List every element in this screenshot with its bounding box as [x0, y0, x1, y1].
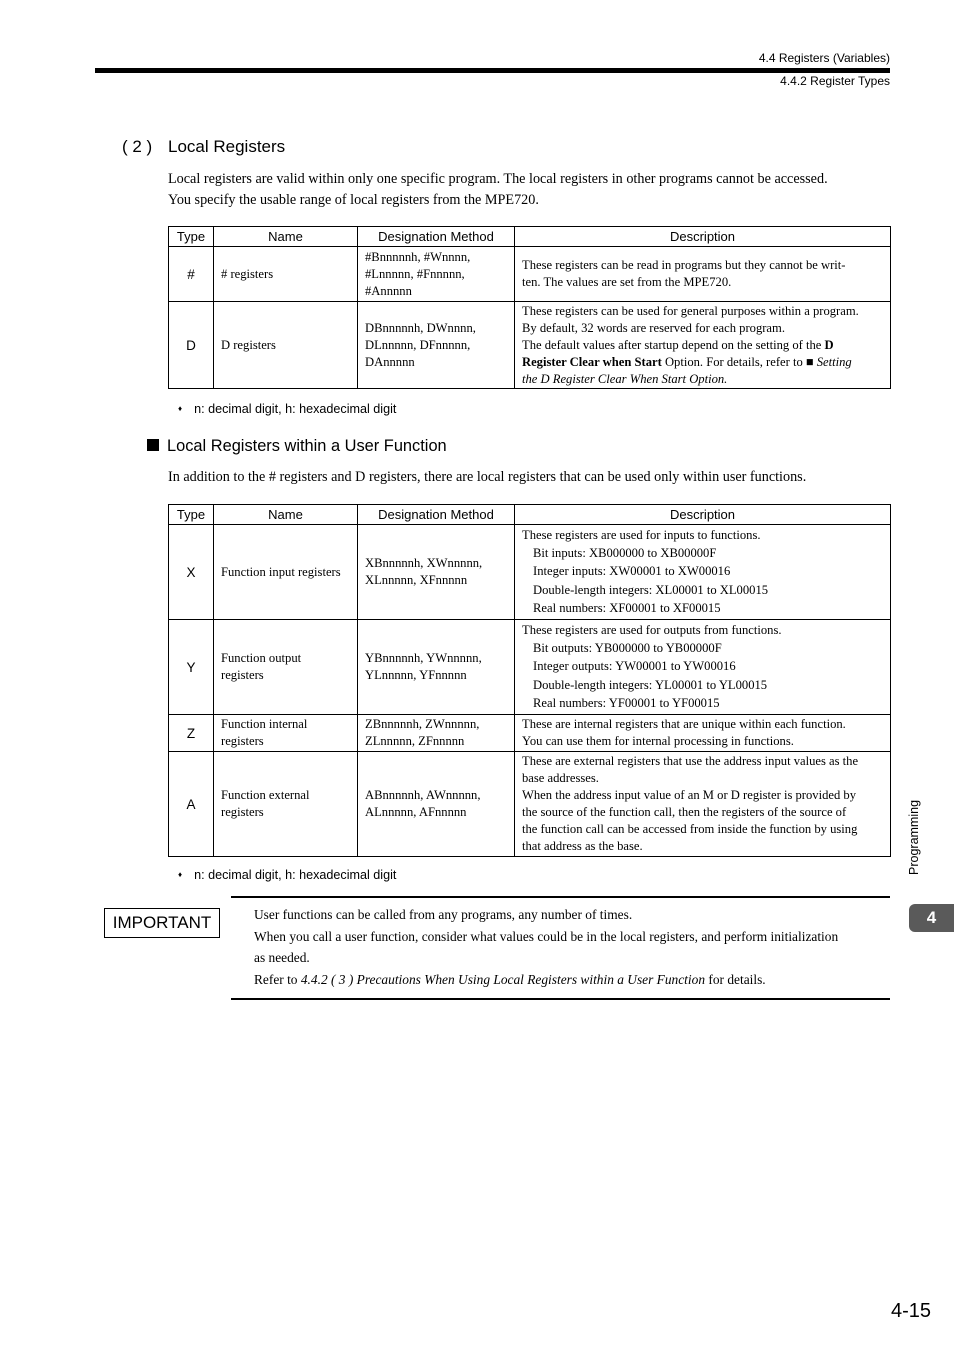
description-item: Double-length integers: YL00001 to YL00015 [533, 677, 768, 692]
header-rule [95, 68, 890, 73]
important-text-part: Refer to [254, 972, 298, 987]
table-row [169, 620, 891, 715]
col-header-designation: Designation Method [358, 227, 515, 247]
name-line: Function external [221, 788, 310, 802]
col-header-type: Type [169, 505, 214, 525]
description-line: When the address input value of an M or D register is provided by [522, 788, 856, 802]
important-line: User functions can be called from any programs, any number of times. [254, 907, 633, 922]
description-line [522, 354, 883, 371]
square-bullet-icon: ■ [805, 354, 814, 369]
description-line: ten. The values are set from the MPE720. [522, 275, 732, 289]
designation-cell [358, 525, 515, 620]
description-cell [515, 525, 891, 620]
local-registers-table [168, 226, 891, 389]
description-cell [515, 715, 891, 752]
name-line: Function output [221, 651, 302, 665]
description-cell [515, 247, 891, 302]
name-line: Function internal [221, 717, 308, 731]
table-header-row [169, 505, 891, 525]
designation-cell [358, 620, 515, 715]
designation-cell [358, 715, 515, 752]
diamond-bullet-icon: ♦ [178, 870, 183, 879]
important-text [254, 904, 890, 991]
description-text: Option. For details, refer to [664, 354, 803, 369]
important-text-part: as needed. [254, 950, 310, 965]
description-line: These registers can be read in programs but they cannot be writ- [522, 258, 846, 272]
description-item: Bit outputs: YB000000 to YB00000F [533, 640, 722, 655]
important-line [254, 926, 890, 968]
chapter-tab[interactable]: 4 [909, 904, 954, 932]
type-cell: X [169, 525, 214, 620]
table-header-row [169, 227, 891, 247]
important-label: IMPORTANT [104, 908, 220, 938]
important-rule-top [231, 896, 890, 898]
description-line: These registers can be used for general purposes within a program. [522, 303, 859, 318]
chapter-side-label-text: Programming [907, 799, 921, 875]
important-rule-bottom [231, 998, 890, 1000]
designation-line: DBnnnnnh, DWnnnn, [365, 320, 476, 335]
cross-reference-link[interactable]: the D Register Clear When Start Option. [522, 371, 728, 386]
description-item: Integer outputs: YW00001 to YW00016 [533, 659, 736, 674]
name-line: registers [221, 734, 264, 748]
designation-line: DLnnnnn, DFnnnnn, [365, 337, 471, 352]
table-row [169, 715, 891, 752]
chapter-side-label [907, 795, 931, 881]
description-line [522, 337, 883, 354]
description-text: The default values after startup depend on the setting of the [522, 337, 822, 352]
table-row [169, 525, 891, 620]
name-cell [214, 525, 358, 620]
intro-paragraph [168, 169, 890, 211]
name-cell [214, 752, 358, 857]
note-text: n: decimal digit, h: hexadecimal digit [194, 402, 397, 416]
section-title [122, 137, 285, 157]
description-line [522, 371, 883, 388]
description-cell [515, 302, 891, 389]
col-header-type: Type [169, 227, 214, 247]
description-line: the function call can be accessed from inside the function by using [522, 822, 858, 836]
designation-line: #Lnnnnn, #Fnnnnn, [365, 266, 465, 281]
designation-cell [358, 247, 515, 302]
running-header-subsection: 4.4.2 Register Types [780, 74, 890, 88]
square-bullet-icon [147, 439, 159, 451]
designation-line: DAnnnnn [365, 354, 415, 369]
name-cell: D registers [214, 302, 358, 389]
description-line: These are internal registers that are unique within each function. [522, 717, 846, 731]
description-bold-text: D [824, 337, 834, 352]
col-header-description: Description [515, 505, 891, 525]
name-line: Function input registers [221, 564, 341, 579]
diamond-bullet-icon: ♦ [178, 404, 183, 413]
user-function-registers-table [168, 504, 891, 857]
subsection-title-text: Local Registers within a User Function [167, 437, 447, 455]
table-note [178, 868, 396, 882]
cross-reference-link[interactable]: Setting [816, 354, 852, 369]
description-line: the source of the function call, then the registers of the source of [522, 805, 847, 819]
type-cell: # [169, 247, 214, 302]
description-line: You can use them for internal processing in functions. [522, 734, 794, 748]
description-cell [515, 752, 891, 857]
designation-line: ALnnnnn, AFnnnnn [365, 805, 467, 819]
type-cell: Y [169, 620, 214, 715]
designation-line: XLnnnnn, XFnnnnn [365, 573, 468, 587]
type-cell: D [169, 302, 214, 389]
name-line: registers [221, 668, 264, 682]
description-line: These registers are used for inputs to functions. [522, 527, 761, 542]
description-line: These are external registers that use the address input values as the [522, 754, 859, 768]
designation-cell [358, 752, 515, 857]
subsection-title [147, 437, 447, 456]
cross-reference-link[interactable]: 4.4.2 ( 3 ) Precautions When Using Local Registers within a User Function [300, 972, 706, 987]
col-header-description: Description [515, 227, 891, 247]
description-item: Double-length integers: XL00001 to XL00015 [533, 582, 769, 597]
type-cell: Z [169, 715, 214, 752]
designation-line: ZBnnnnnh, ZWnnnnn, [365, 717, 480, 731]
important-text-part: for details. [708, 972, 766, 987]
description-line: By default, 32 words are reserved for each program. [522, 320, 785, 335]
description-item: Integer inputs: XW00001 to XW00016 [533, 564, 731, 579]
description-item: Real numbers: YF00001 to YF00015 [533, 695, 720, 710]
description-bold-text: Register Clear when Start [522, 354, 662, 369]
name-cell [214, 620, 358, 715]
name-cell [214, 715, 358, 752]
col-header-name: Name [214, 505, 358, 525]
intro-line: You specify the usable range of local registers from the MPE720. [168, 192, 539, 208]
name-line: registers [221, 805, 264, 819]
description-item: Real numbers: XF00001 to XF00015 [533, 600, 721, 615]
section-number: ( 2 ) [122, 137, 153, 156]
name-cell: # registers [214, 247, 358, 302]
subsection-intro: In addition to the # registers and D registers, there are local registers that can be used only within user functions. [168, 469, 807, 485]
table-row [169, 247, 891, 302]
designation-line: #Bnnnnnh, #Wnnnn, [365, 249, 471, 264]
note-text: n: decimal digit, h: hexadecimal digit [194, 868, 397, 882]
important-text-part: When you call a user function, consider what values could be in the local registers, and perform initialization [254, 929, 839, 944]
type-cell: A [169, 752, 214, 857]
page-number: 4-15 [890, 1300, 931, 1322]
table-row [169, 302, 891, 389]
description-cell [515, 620, 891, 715]
description-line: that address as the base. [522, 839, 643, 853]
description-line: base addresses. [522, 771, 599, 785]
description-item: Bit inputs: XB000000 to XB00000F [533, 545, 717, 560]
table-row [169, 752, 891, 857]
designation-line: ZLnnnnn, ZFnnnnn [365, 734, 465, 748]
designation-line: YLnnnnn, YFnnnnn [365, 668, 467, 682]
description-line: These registers are used for outputs from functions. [522, 622, 782, 637]
col-header-name: Name [214, 227, 358, 247]
designation-line: ABnnnnnh, AWnnnnn, [365, 788, 481, 802]
designation-line: YBnnnnnh, YWnnnnn, [365, 651, 482, 665]
col-header-designation: Designation Method [358, 505, 515, 525]
intro-line: Local registers are valid within only one specific program. The local registers in other programs cannot be accessed. [168, 171, 828, 187]
section-title-text: Local Registers [168, 137, 286, 156]
designation-line: XBnnnnnh, XWnnnnn, [365, 556, 483, 570]
designation-line: #Annnnn [365, 283, 412, 298]
running-header-section: 4.4 Registers (Variables) [758, 51, 890, 65]
important-line [254, 969, 890, 990]
table-note [178, 402, 396, 416]
designation-cell [358, 302, 515, 389]
